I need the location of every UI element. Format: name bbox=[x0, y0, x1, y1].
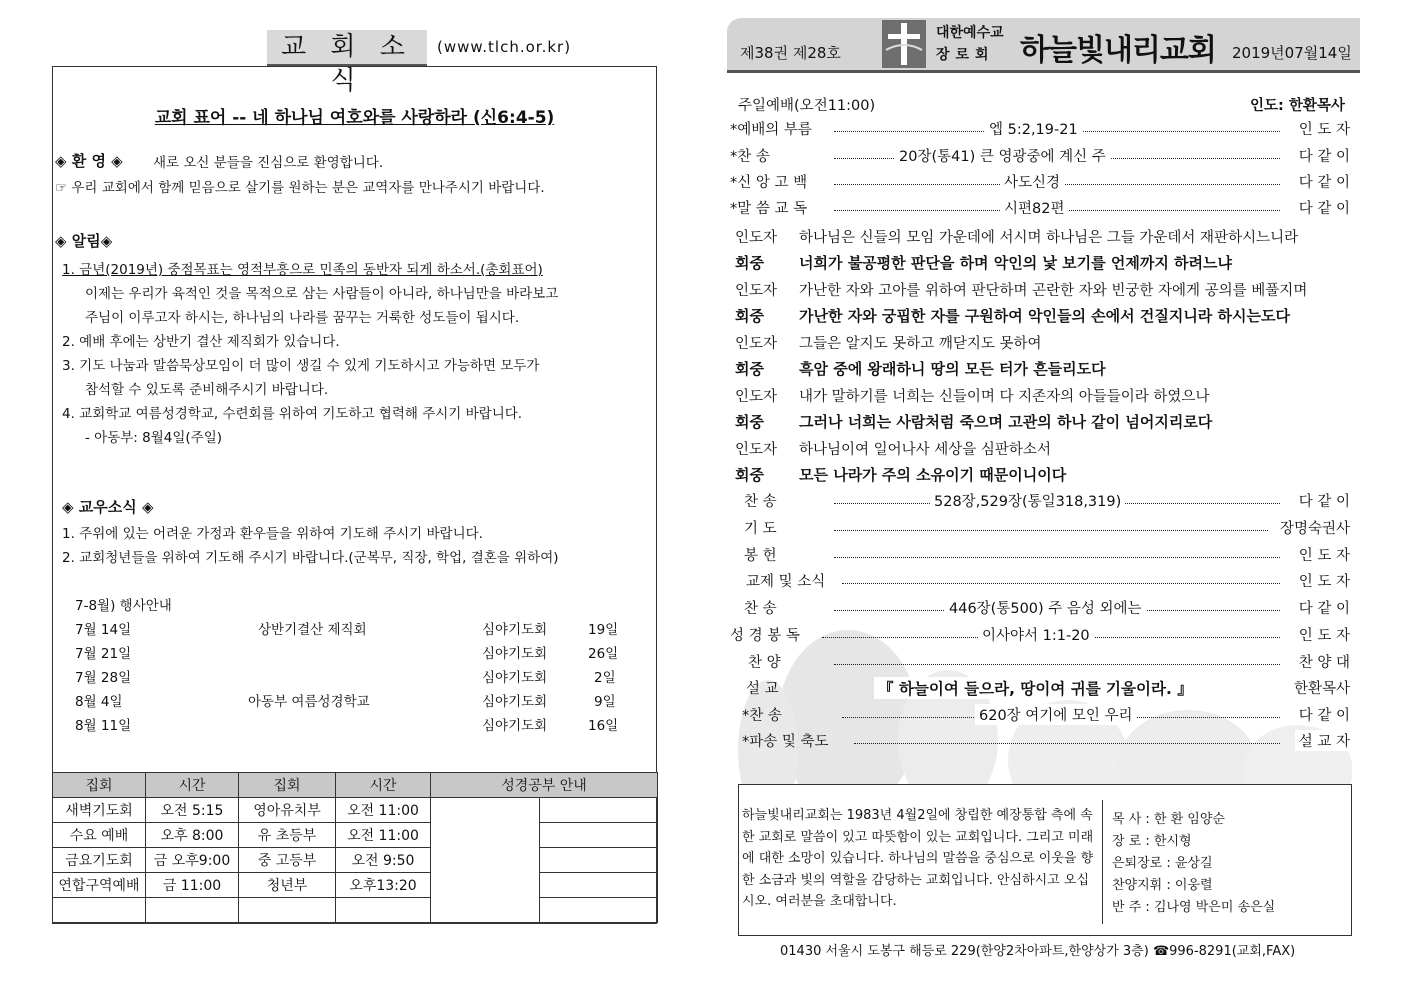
info-divider bbox=[1102, 800, 1103, 924]
table-cell: 금요기도회 bbox=[53, 848, 146, 873]
table-cell bbox=[53, 898, 146, 923]
bible-study-cell bbox=[431, 798, 540, 923]
worship-item-person: 다 같 이 bbox=[1295, 490, 1350, 511]
bulletin-date: 2019년07월14일 bbox=[1232, 44, 1352, 62]
schedule-date: 7월 21일 bbox=[75, 646, 132, 662]
notice-item: 참석할 수 있도록 준비해주시기 바랍니다. bbox=[85, 382, 329, 398]
table-cell: 오전 11:00 bbox=[336, 823, 431, 848]
worship-item-content: 엡 5:2,19-21 bbox=[985, 118, 1082, 139]
reading-line bbox=[735, 464, 1066, 485]
schedule-date: 8월 11일 bbox=[75, 718, 132, 734]
table-cell: 오후 8:00 bbox=[146, 823, 239, 848]
worship-item-label: *파송 및 축도 bbox=[742, 734, 829, 750]
table-cell: 금 오후9:00 bbox=[146, 848, 239, 873]
table-cell: 새벽기도회 bbox=[53, 798, 146, 823]
reading-speaker: 회중 bbox=[735, 307, 764, 325]
worship-item-content: 이사야서 1:1-20 bbox=[978, 624, 1094, 645]
schedule-night: 심야기도회 bbox=[482, 694, 548, 710]
table-cell: 오전 11:00 bbox=[336, 798, 431, 823]
worship-item-label: *예배의 부름 bbox=[730, 122, 812, 138]
leader-dots bbox=[854, 743, 1280, 744]
reading-speaker: 인도자 bbox=[735, 389, 778, 405]
worship-item-label: 설 교 bbox=[746, 681, 779, 697]
worship-item-label: 교제 및 소식 bbox=[746, 574, 826, 590]
worship-item bbox=[730, 145, 1350, 169]
notice-heading: ◈ 알림◈ bbox=[55, 232, 113, 250]
worship-item-label: 성 경 봉 독 bbox=[730, 628, 800, 644]
motto-text: 교회 표어 -- 네 하나님 여호와를 사랑하라 (신6:4-5) bbox=[154, 108, 555, 128]
denomination-line1: 대한예수교 bbox=[936, 25, 1004, 41]
worship-item bbox=[730, 490, 1350, 514]
table-header: 집회 bbox=[239, 773, 336, 798]
reading-line bbox=[735, 411, 1212, 432]
reading-speaker: 회중 bbox=[735, 254, 764, 272]
schedule-day: 16일 bbox=[588, 718, 619, 734]
bible-study-cell bbox=[540, 873, 658, 898]
worship-item-label: 찬 양 bbox=[748, 655, 781, 671]
reading-speaker: 인도자 bbox=[735, 283, 778, 299]
table-row bbox=[53, 848, 658, 873]
left-page-title: 교 회 소 식 bbox=[267, 30, 427, 67]
worship-item-person: 다 같 이 bbox=[1295, 171, 1350, 192]
church-address: 01430 서울시 도봉구 해등로 229(한양2차아파트,한양상가 3층) ☎996-8291(교회,FAX) bbox=[780, 944, 1296, 959]
church-introduction: 하늘빛내리교회는 1983년 4월2일에 창립한 예장통합 측에 속한 교회로 말씀이 있고 따뜻함이 있는 교회입니다. 그리고 미래에 대한 소망이 있습니다. 하나님의 말씀을 중심으로 이웃을 향한 소금과 빛의 역할을 감당하는 교회입니다. 안심하시고 오십시오. 여러분을 초대합니다. bbox=[742, 808, 1094, 909]
worship-item bbox=[730, 544, 1350, 568]
reading-speaker: 인도자 bbox=[735, 442, 778, 458]
reading-text: 내가 말하기를 너희는 신들이며 다 지존자의 아들들이라 하였으나 bbox=[799, 389, 1210, 405]
reading-text: 흑암 중에 왕래하니 땅의 모든 터가 흔들리도다 bbox=[799, 360, 1106, 378]
worship-item bbox=[730, 730, 1350, 754]
church-logo-icon bbox=[882, 20, 926, 68]
worship-item-person: 장명숙권사 bbox=[1276, 517, 1350, 538]
worship-item bbox=[730, 624, 1350, 648]
notice-item: 4. 교회학교 여름성경학교, 수련회를 위하여 기도하고 협력해 주시기 바랍니다. bbox=[62, 406, 523, 422]
worship-item bbox=[730, 597, 1350, 621]
reading-line bbox=[735, 385, 1209, 406]
reading-text: 그러나 너희는 사람처럼 죽으며 고관의 하나 같이 넘어지리로다 bbox=[799, 413, 1213, 431]
bible-study-cell bbox=[540, 898, 658, 923]
worship-item-label: *신 앙 고 백 bbox=[730, 175, 808, 191]
denomination-line2: 장로회 bbox=[936, 47, 995, 63]
schedule-night: 심야기도회 bbox=[482, 646, 548, 662]
reading-speaker: 회중 bbox=[735, 466, 764, 484]
schedule-night: 심야기도회 bbox=[482, 718, 548, 734]
worship-item bbox=[730, 517, 1350, 541]
worship-item-person: 인 도 자 bbox=[1295, 570, 1350, 591]
notice-item: 3. 기도 나눔과 말씀묵상모임이 더 많이 생길 수 있게 기도하시고 가능하면 모두가 bbox=[62, 358, 540, 374]
worship-item-person: 인 도 자 bbox=[1295, 624, 1350, 645]
table-row bbox=[53, 873, 658, 898]
worship-item-label: 봉 헌 bbox=[744, 548, 777, 564]
reading-speaker: 인도자 bbox=[735, 230, 778, 246]
table-header: 시간 bbox=[146, 773, 239, 798]
schedule-day: 26일 bbox=[588, 646, 619, 662]
bible-study-cell bbox=[540, 848, 658, 873]
worship-item-person: 찬 양 대 bbox=[1295, 651, 1350, 672]
church-name: 하늘빛내리교회 bbox=[1020, 33, 1216, 68]
schedule-date: 7월 28일 bbox=[75, 670, 132, 686]
schedule-event: 상반기결산 제직회 bbox=[258, 622, 367, 638]
staff-line: 목 사 : 한 환 임양순 bbox=[1112, 812, 1225, 827]
volume-number: 제38권 제28호 bbox=[740, 44, 841, 62]
worship-item-content: 528장,529장(통일318,319) bbox=[930, 490, 1125, 511]
schedule-date: 7월 14일 bbox=[75, 622, 132, 638]
worship-item-content: 20장(통41) 큰 영광중에 계신 주 bbox=[895, 145, 1110, 166]
table-row bbox=[53, 798, 658, 823]
staff-line: 장 로 : 한시형 bbox=[1112, 834, 1192, 849]
table-row bbox=[53, 898, 658, 923]
reading-text: 하나님은 신들의 모임 가운데에 서시며 하나님은 그들 가운데서 재판하시느니라 bbox=[799, 230, 1299, 246]
table-cell: 청년부 bbox=[239, 873, 336, 898]
service-time: 주일예배(오전11:00) bbox=[738, 98, 876, 114]
table-cell: 수요 예배 bbox=[53, 823, 146, 848]
reading-speaker: 인도자 bbox=[735, 336, 778, 352]
reading-text: 하나님이여 일어나사 세상을 심판하소서 bbox=[799, 442, 1051, 458]
reading-text: 가난한 자와 고아를 위하여 판단하며 곤란한 자와 빈궁한 자에게 공의를 베풀지며 bbox=[799, 283, 1308, 299]
bible-study-cell bbox=[540, 798, 658, 823]
table-header: 시간 bbox=[336, 773, 431, 798]
reading-text: 모든 나라가 주의 소유이기 때문이니이다 bbox=[799, 466, 1067, 484]
schedule-event: 아동부 여름성경학교 bbox=[248, 694, 370, 710]
reading-text: 그들은 알지도 못하고 깨닫지도 못하여 bbox=[799, 336, 1042, 352]
reading-line bbox=[735, 305, 1290, 326]
table-cell bbox=[239, 898, 336, 923]
staff-line: 은퇴장로 : 윤상길 bbox=[1112, 856, 1213, 871]
worship-item bbox=[730, 651, 1350, 675]
table-cell: 금 11:00 bbox=[146, 873, 239, 898]
table-header: 성경공부 안내 bbox=[431, 773, 658, 798]
table-cell: 중 고등부 bbox=[239, 848, 336, 873]
table-cell: 연합구역예배 bbox=[53, 873, 146, 898]
worship-item-content: 사도신경 bbox=[1000, 171, 1064, 192]
table-header-row bbox=[53, 773, 658, 798]
table-cell: 오후13:20 bbox=[336, 873, 431, 898]
schedule-day: 2일 bbox=[594, 670, 616, 686]
worship-item bbox=[730, 704, 1350, 728]
schedule-night: 심야기도회 bbox=[482, 622, 548, 638]
reading-text: 너희가 불공평한 판단을 하며 악인의 낯 보기를 언제까지 하려느냐 bbox=[799, 254, 1233, 272]
table-cell bbox=[336, 898, 431, 923]
reading-line bbox=[735, 332, 1042, 353]
worship-item-label: *찬 송 bbox=[730, 149, 770, 165]
worship-item-person: 다 같 이 bbox=[1295, 704, 1350, 725]
reading-line bbox=[735, 252, 1232, 273]
table-row bbox=[53, 823, 658, 848]
schedule-heading: 7-8월) 행사안내 bbox=[75, 598, 172, 614]
worship-item-person: 다 같 이 bbox=[1295, 597, 1350, 618]
service-leader: 인도: 한환목사 bbox=[1250, 98, 1345, 114]
reading-line bbox=[735, 358, 1106, 379]
worship-item bbox=[730, 171, 1350, 195]
worship-item-person: 다 같 이 bbox=[1295, 197, 1350, 218]
table-cell bbox=[146, 898, 239, 923]
worship-item bbox=[730, 570, 1350, 594]
pastoral-heading: ◈ 교우소식 ◈ bbox=[62, 498, 154, 516]
leader-dots bbox=[842, 583, 1280, 584]
notice-item: 2. 예배 후에는 상반기 결산 제직회가 있습니다. bbox=[62, 334, 340, 350]
reading-text: 가난한 자와 궁핍한 자를 구원하여 악인들의 손에서 건질지니라 하시는도다 bbox=[799, 307, 1290, 325]
sermon-title: 『 하늘이여 들으라, 땅이여 귀를 기울이라. 』 bbox=[874, 677, 1197, 699]
schedule-date: 8월 4일 bbox=[75, 694, 123, 710]
leader-dots bbox=[834, 664, 1280, 665]
worship-item-content: 시편82편 bbox=[1000, 197, 1068, 218]
church-motto bbox=[52, 103, 657, 128]
schedule-night: 심야기도회 bbox=[482, 670, 548, 686]
leader-dots bbox=[834, 557, 1280, 558]
notice-item: 이제는 우리가 육적인 것을 목적으로 삼는 사람들이 아니라, 하나님만을 바라보고 bbox=[85, 286, 559, 302]
worship-item-person: 인 도 자 bbox=[1295, 118, 1350, 139]
leader-dots bbox=[834, 530, 1268, 531]
table-header: 집회 bbox=[53, 773, 146, 798]
notice-item: 1. 금년(2019년) 중점목표는 영적부흥으로 민족의 동반자 되게 하소서.(총회표어) bbox=[62, 262, 543, 278]
reading-line bbox=[735, 438, 1051, 459]
reading-speaker: 회중 bbox=[735, 413, 764, 431]
bible-study-cell bbox=[540, 823, 658, 848]
worship-item-label: *찬 송 bbox=[742, 708, 782, 724]
table-cell: 오전 5:15 bbox=[146, 798, 239, 823]
worship-item-label: 찬 송 bbox=[744, 494, 777, 510]
notice-item: 주님이 이루고자 하시는, 하나님의 나라를 꿈꾸는 거룩한 성도들이 됩시다. bbox=[85, 310, 520, 326]
worship-item-label: 찬 송 bbox=[744, 601, 777, 617]
schedule-day: 9일 bbox=[594, 694, 616, 710]
worship-item-content: 620장 여기에 모인 우리 bbox=[975, 704, 1137, 725]
table-cell: 오전 9:50 bbox=[336, 848, 431, 873]
worship-item-label: 기 도 bbox=[744, 521, 777, 537]
worship-item-person: 설 교 자 bbox=[1295, 730, 1350, 751]
staff-line: 찬양지휘 : 이웅렬 bbox=[1112, 878, 1213, 893]
reading-line bbox=[735, 226, 1298, 247]
church-url: (www.tlch.or.kr) bbox=[437, 38, 572, 56]
welcome-note: ☞ 우리 교회에서 함께 믿음으로 살기를 원하는 분은 교역자를 만나주시기 바랍니다. bbox=[55, 180, 545, 196]
worship-item-person: 다 같 이 bbox=[1295, 145, 1350, 166]
reading-speaker: 회중 bbox=[735, 360, 764, 378]
staff-line: 반 주 : 김나영 박은미 송은실 bbox=[1112, 900, 1276, 915]
table-cell: 유 초등부 bbox=[239, 823, 336, 848]
welcome-heading: ◈ 환 영 ◈ bbox=[55, 152, 123, 170]
pastoral-item: 1. 주위에 있는 어려운 가정과 환우들을 위하여 기도해 주시기 바랍니다. bbox=[62, 526, 483, 542]
worship-item-label: *말 씀 교 독 bbox=[730, 201, 808, 217]
table-cell: 영아유치부 bbox=[239, 798, 336, 823]
notice-item: - 아동부: 8월4일(주일) bbox=[85, 430, 223, 446]
worship-item-person: 한환목사 bbox=[1290, 677, 1350, 698]
pastoral-item: 2. 교회청년들을 위하여 기도해 주시기 바랍니다.(군복무, 직장, 학업, 결혼을 위하여) bbox=[62, 550, 559, 566]
worship-item bbox=[730, 197, 1350, 221]
worship-item bbox=[730, 118, 1350, 142]
worship-item bbox=[730, 677, 1350, 701]
service-times-table bbox=[52, 772, 658, 923]
welcome-text: 새로 오신 분들을 진심으로 환영합니다. bbox=[153, 155, 384, 171]
schedule-day: 19일 bbox=[588, 622, 619, 638]
worship-item-person: 인 도 자 bbox=[1295, 544, 1350, 565]
reading-line bbox=[735, 279, 1307, 300]
worship-item-content: 446장(통500) 주 음성 외에는 bbox=[945, 597, 1146, 618]
header-divider bbox=[727, 70, 1360, 73]
